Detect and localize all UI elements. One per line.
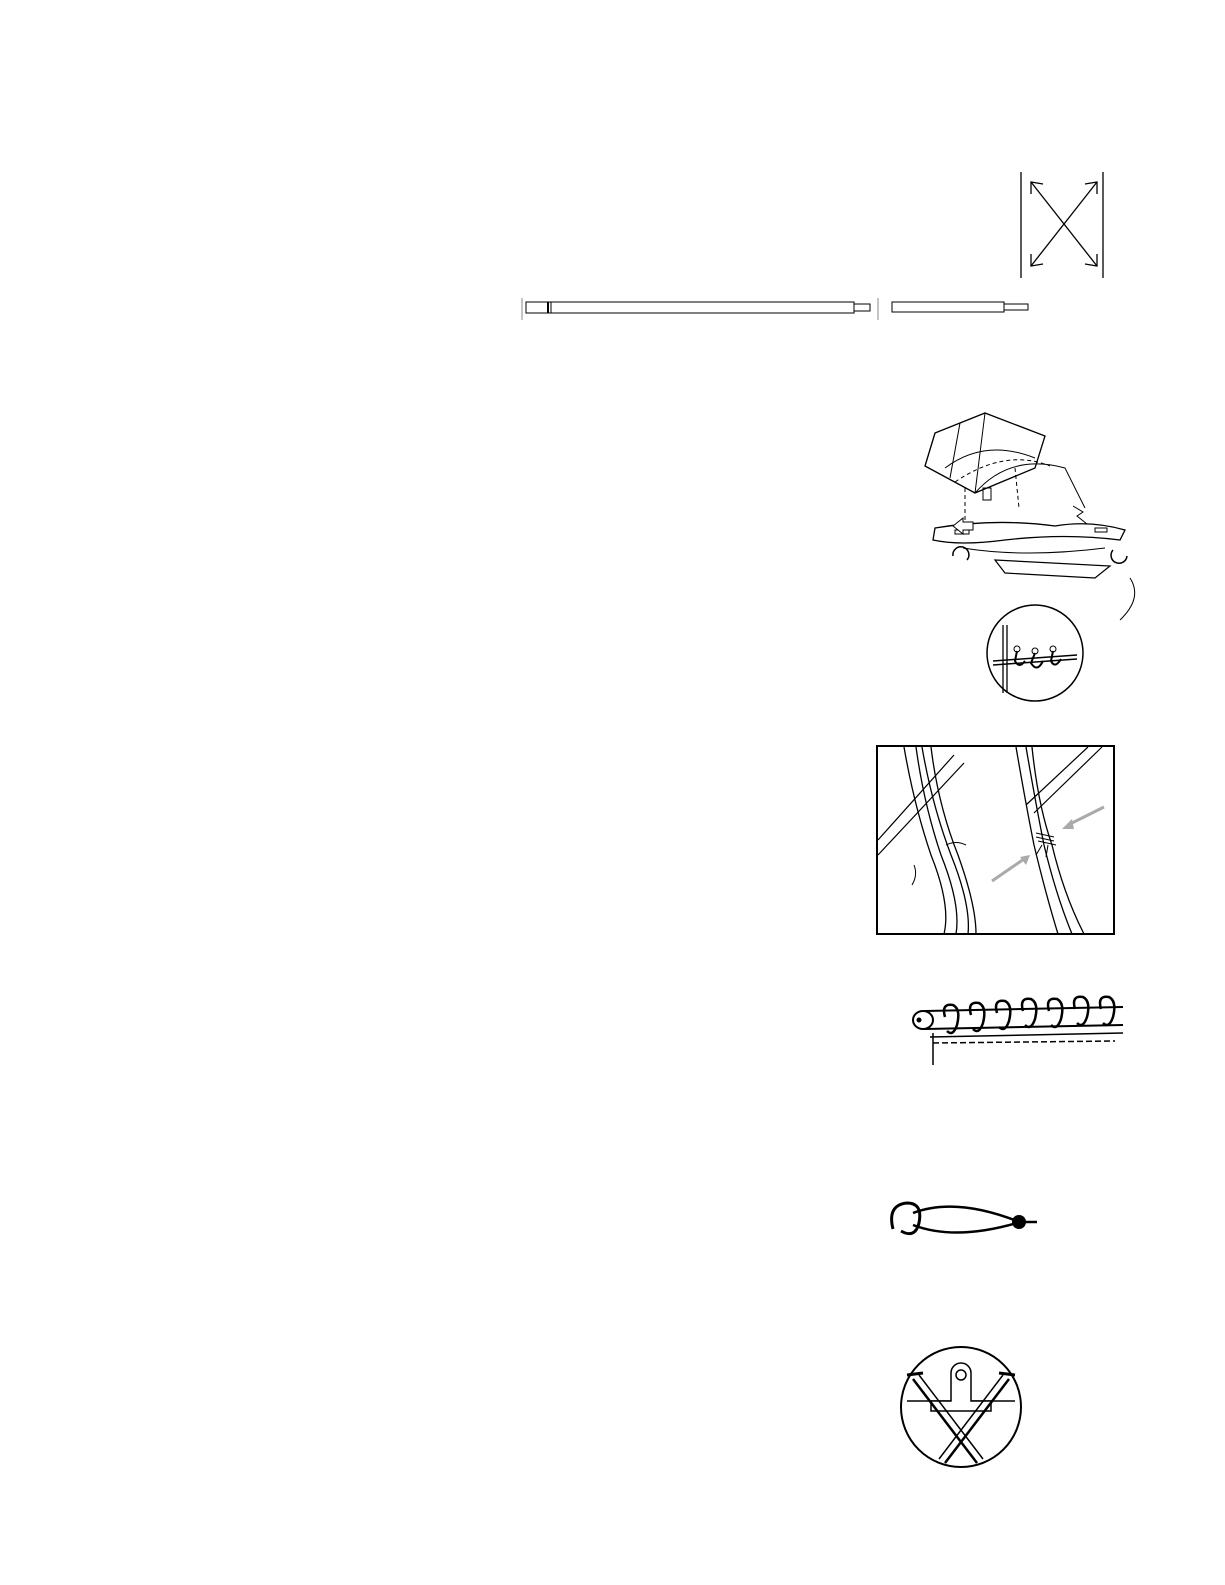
ball-bungee-figure — [885, 1195, 1040, 1245]
cover-over-frame-figure — [915, 408, 1140, 628]
diagonal-measure-figure — [1015, 170, 1110, 282]
cover-placement-icon — [915, 408, 1140, 628]
pole-ties-closeup-figure — [876, 745, 1116, 936]
cross-arrows-icon — [1015, 170, 1110, 282]
lacing-spiral-icon — [905, 995, 1130, 1070]
pole-ties-icon — [876, 745, 1116, 936]
bungee-detail-figure — [985, 603, 1085, 703]
ball-bungee-icon — [885, 1195, 1040, 1245]
bungee-hooks-detail-icon — [985, 603, 1085, 703]
telescoping-pole-icon — [520, 296, 1035, 322]
lacing-spiral-figure — [905, 995, 1130, 1070]
pole-sections-figure — [520, 296, 1035, 322]
stake-detail-figure — [897, 1345, 1025, 1473]
crossed-stakes-icon — [897, 1345, 1025, 1473]
